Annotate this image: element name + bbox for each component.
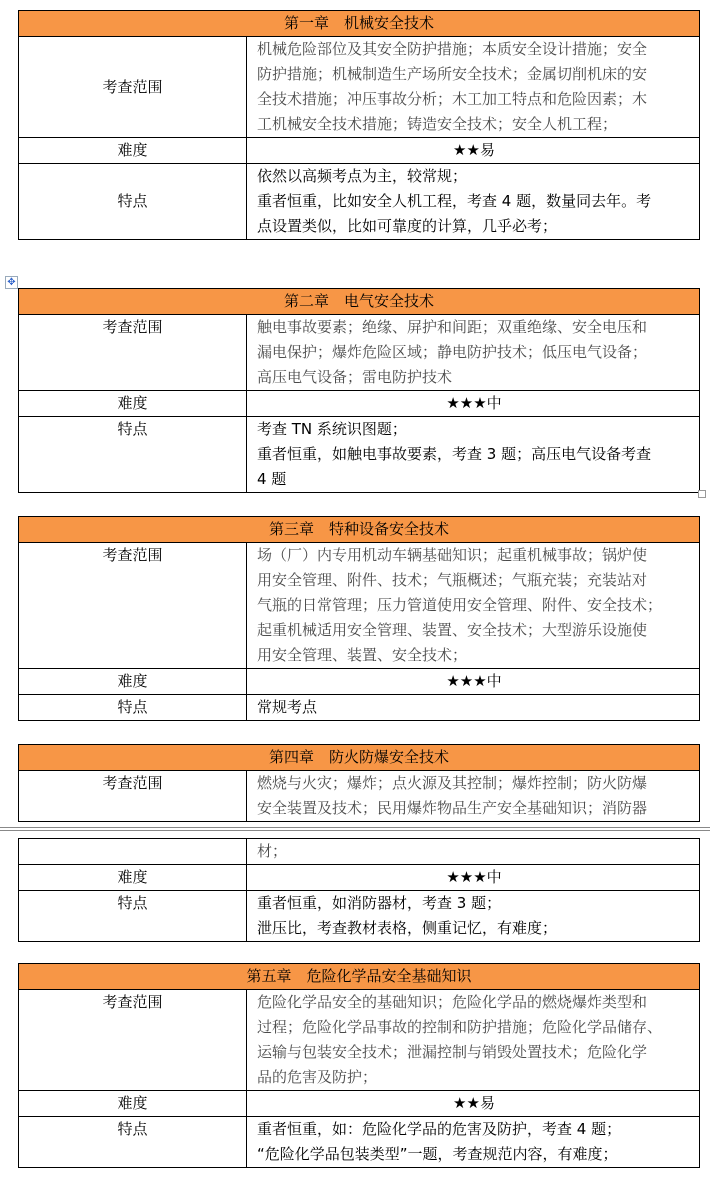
scope-line: 工机械安全技术措施；铸造安全技术；安全人机工程； [257,115,618,133]
scope-label: 考查范围 [19,543,247,668]
features-label: 特点 [19,695,247,720]
scope-line: 材； [257,842,288,860]
features-line: 重者恒重，如触电事故要素，考查 3 题；高压电气设备考查 [257,445,652,463]
scope-row [19,315,699,391]
difficulty-value: ★★★中 [446,868,502,886]
scope-line: 防护措施；机械制造生产场所安全技术；金属切削机床的安 [257,65,648,83]
scope-label: 考查范围 [19,37,247,137]
chapter-5-table [18,963,700,1168]
scope-line: 全技术措施；冲压事故分析；木工加工特点和危险因素；木 [257,90,648,108]
scope-value [247,990,699,1090]
features-value [247,164,699,239]
scope-line: 危险化学品安全的基础知识；危险化学品的燃烧爆炸类型和 [257,993,648,1011]
chapter-4-table-continued [18,838,700,942]
difficulty-row [19,1091,699,1117]
scope-line: 品的危害及防护； [257,1068,378,1086]
difficulty-label: 难度 [19,391,247,416]
chapter-title: 第一章 机械安全技术 [19,11,699,37]
chapter-3-table [18,516,700,721]
features-value [247,417,699,492]
features-line: 考查 TN 系统识图题； [257,420,407,438]
difficulty-value: ★★★中 [446,672,502,690]
chapter-1-table [18,10,700,240]
features-line: 重者恒重，如：危险化学品的危害及防护，考查 4 题； [257,1120,622,1138]
scope-label: 考查范围 [19,315,247,390]
chapter-title: 第二章 电气安全技术 [19,289,699,315]
features-label: 特点 [19,1117,247,1167]
scope-row [19,990,699,1091]
chapter-title: 第三章 特种设备安全技术 [19,517,699,543]
features-line: 常规考点 [257,698,318,716]
scope-line: 场（厂）内专用机动车辆基础知识；起重机械事故；锅炉使 [257,546,648,564]
scope-line: 起重机械适用安全管理、装置、安全技术；大型游乐设施使 [257,621,648,639]
scope-line: 气瓶的日常管理；压力管道使用安全管理、附件、安全技术； [257,596,663,614]
scope-line: 用安全管理、附件、技术；气瓶概述；气瓶充装；充装站对 [257,571,648,589]
features-line: 依然以高频考点为主，较常规； [257,167,468,185]
difficulty-label: 难度 [19,1091,247,1116]
scope-label: 考查范围 [19,990,247,1090]
chapter-4-table [18,744,700,822]
difficulty-label: 难度 [19,865,247,890]
table-move-handle-icon[interactable]: ✥ [5,276,18,289]
scope-value [247,543,699,668]
difficulty-row [19,669,699,695]
difficulty-value: ★★易 [453,1094,495,1112]
features-row [19,164,699,239]
table-resize-handle[interactable] [698,490,706,498]
features-line: 4 题 [257,470,287,488]
scope-line: 高压电气设备；雷电防护技术 [257,368,453,386]
scope-line: 运输与包装安全技术；泄漏控制与销毁处置技术；危险化学 [257,1043,648,1061]
scope-line: 触电事故要素；绝缘、屏护和间距；双重绝缘、安全电压和 [257,318,648,336]
features-label: 特点 [19,417,247,492]
features-row [19,1117,699,1167]
chapter-title: 第四章 防火防爆安全技术 [19,745,699,771]
features-line: 重者恒重，如消防器材，考查 3 题； [257,894,502,912]
difficulty-row [19,865,699,891]
scope-label: 考查范围 [19,771,247,821]
scope-row [19,543,699,669]
scope-value [247,839,699,864]
difficulty-row [19,391,699,417]
scope-line: 用安全管理、装置、安全技术； [257,646,468,664]
features-label: 特点 [19,891,247,941]
features-value [247,891,699,941]
scope-row [19,37,699,138]
features-line: “危险化学品包装类型”一题，考查规范内容，有难度； [257,1145,618,1163]
difficulty-value: ★★易 [453,141,495,159]
difficulty-label: 难度 [19,138,247,163]
page-break [0,820,710,838]
difficulty-row [19,138,699,164]
features-value [247,695,699,720]
features-row [19,417,699,492]
difficulty-value: ★★★中 [446,394,502,412]
scope-line: 漏电保护；爆炸危险区域；静电防护技术；低压电气设备； [257,343,648,361]
chapter-2-table [18,288,700,493]
features-row [19,891,699,941]
difficulty-label: 难度 [19,669,247,694]
scope-line: 燃烧与火灾；爆炸；点火源及其控制；爆炸控制；防火防爆 [257,774,648,792]
features-value [247,1117,699,1167]
features-line: 点设置类似，比如可靠度的计算，几乎必考； [257,217,558,235]
scope-value [247,37,699,137]
scope-row-continued [19,839,699,865]
scope-value [247,771,699,821]
features-line: 泄压比，考查教材表格，侧重记忆，有难度； [257,919,558,937]
scope-line: 安全装置及技术；民用爆炸物品生产安全基础知识；消防器 [257,799,648,817]
scope-value [247,315,699,390]
scope-label-empty [19,839,247,864]
chapter-title: 第五章 危险化学品安全基础知识 [19,964,699,990]
features-line: 重者恒重，比如安全人机工程，考查 4 题，数量同去年。考 [257,192,652,210]
scope-line: 机械危险部位及其安全防护措施；本质安全设计措施；安全 [257,40,648,58]
scope-row [19,771,699,821]
features-row [19,695,699,720]
scope-line: 过程；危险化学品事故的控制和防护措施；危险化学品储存、 [257,1018,663,1036]
features-label: 特点 [19,164,247,239]
